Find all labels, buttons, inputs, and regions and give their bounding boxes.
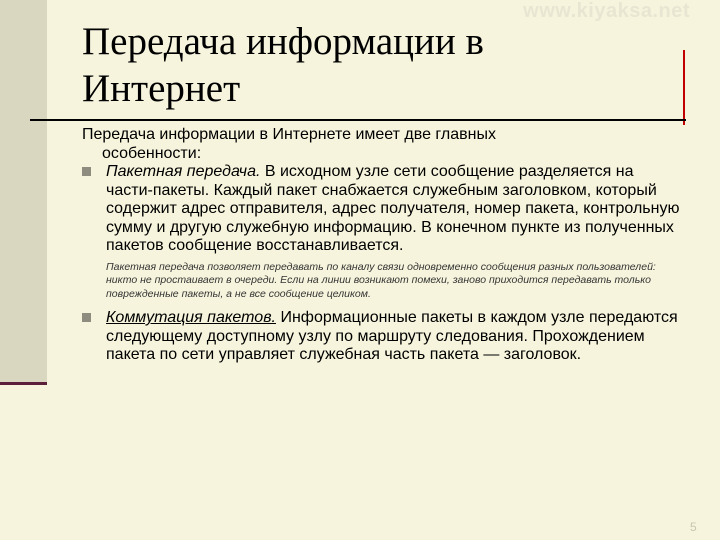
intro-text (82, 126, 682, 163)
left-decor-line (0, 382, 47, 385)
bullet-packet-transfer (82, 163, 682, 256)
watermark: www.kiyaksa.net (523, 0, 690, 22)
title-line-1: Передача информации в (82, 20, 484, 63)
intro-line-1: Передача информации в Интернете имеет две главных (82, 126, 496, 143)
slide-title (82, 18, 602, 112)
left-decor-bar (0, 0, 47, 385)
footnote-text: Пакетная передача позволяет передавать по каналу связи одновременно сообщения разных пользователей: никто не простаивает в очереди. Если на линии возникают помехи, заново приходится передавать только поврежденные пакеты, а не все сообщение целиком. (106, 260, 656, 300)
title-divider (30, 119, 686, 121)
bullet-term: Коммутация пакетов. (106, 309, 276, 326)
title-line-2: Интернет (82, 67, 241, 110)
intro-line-2: особенности: (102, 144, 202, 162)
bullet-packet-switching (82, 309, 682, 365)
slide-body (82, 126, 682, 365)
square-bullet-icon (82, 313, 91, 322)
bullet-text: В исходном узле сети сообщение разделяется на части-пакеты. Каждый пакет снабжается служебным заголовком, который содержит адрес отправителя, адрес получателя, номер пакета, контрольную сумму и другую служебную информацию. В конечном пункте из полученных пакетов сообщение восстанавливается. (106, 163, 680, 254)
bullet-text: Информационные пакеты в каждом узле передаются следующему доступному узлу по маршруту следования. Прохождением пакета по сети управляет служебная часть пакета — заголовок. (106, 309, 678, 363)
page-number: 5 (690, 520, 697, 534)
square-bullet-icon (82, 167, 91, 176)
title-accent-line (683, 50, 685, 125)
bullet-term: Пакетная передача. (106, 163, 261, 180)
